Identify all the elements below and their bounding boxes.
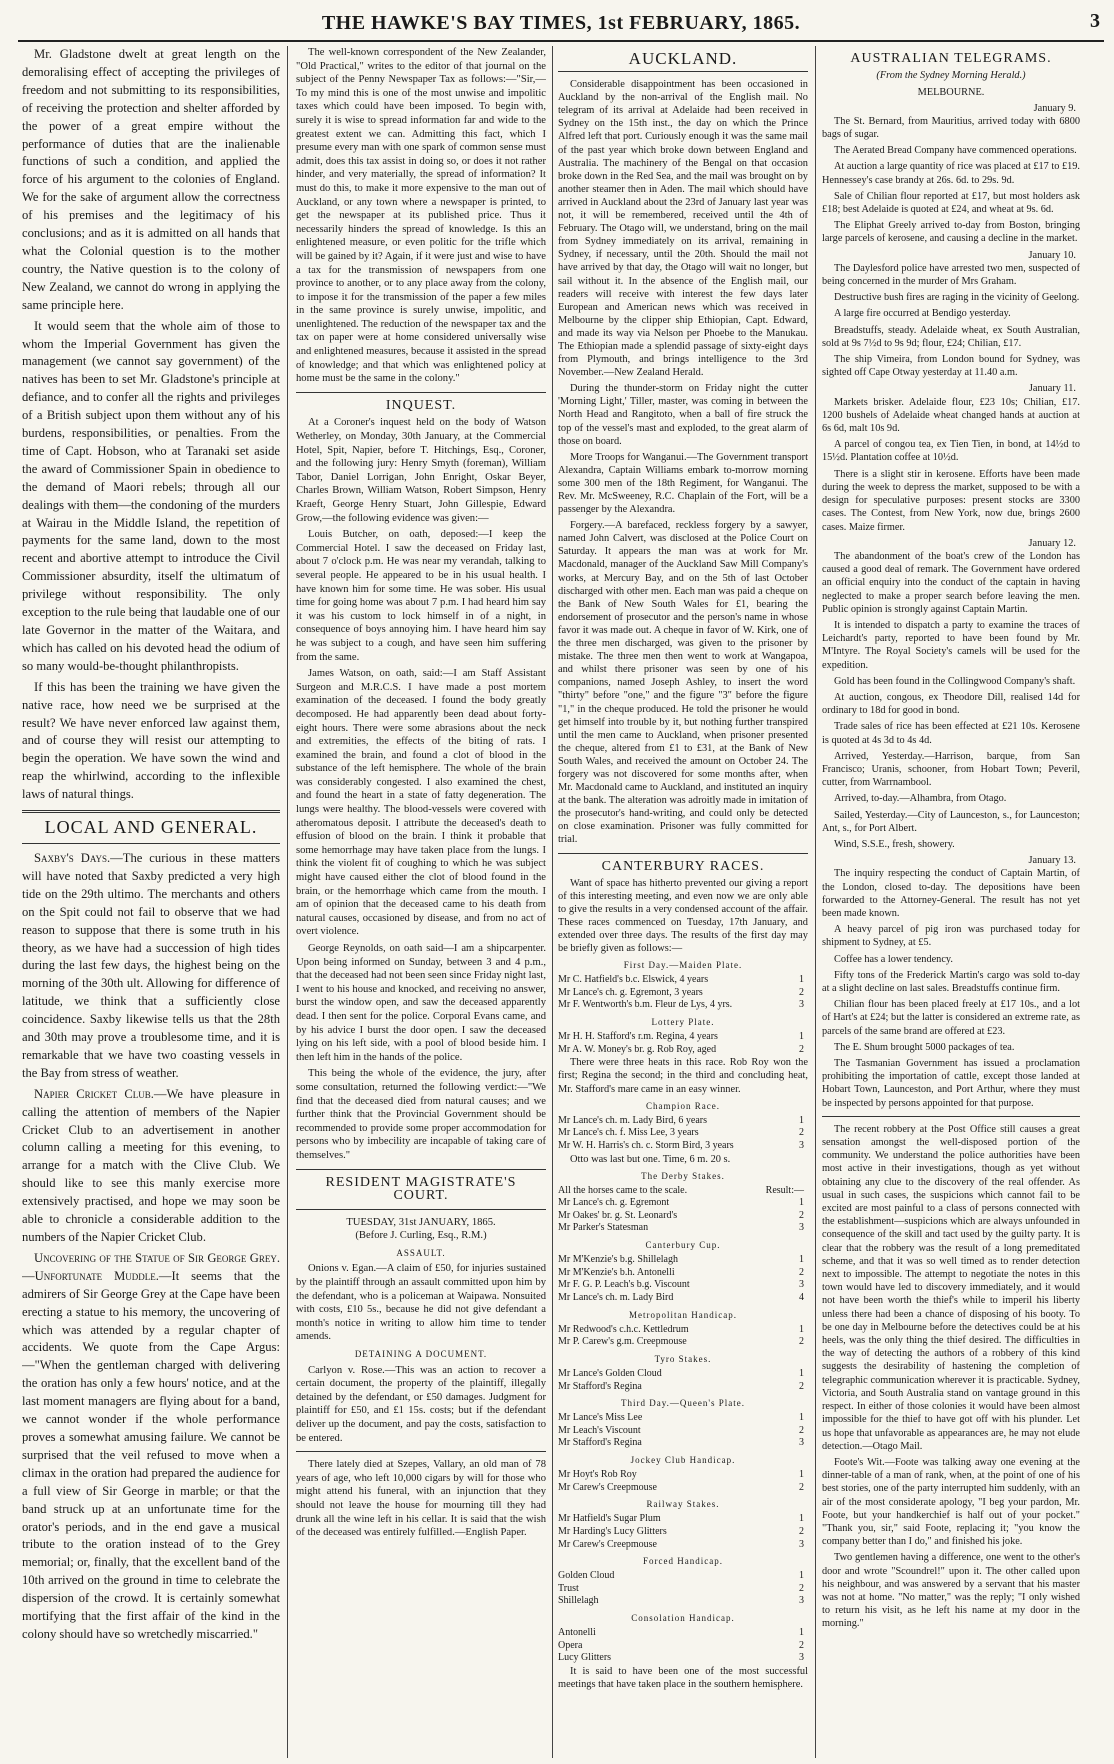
article-paragraph: Two gentlemen having a difference, one went to the other's door and wrote "Scoundrel!" upon it. The other called upon his neighbour, and was answered by a servant that his master was not at home. "No matter," was the reply; "I only wished to return his visit, as he left his name at my door in the morning." [822,1552,1080,1630]
race-placing: 4 [799,1291,804,1303]
section-divider [558,853,808,854]
race-placing: 2 [799,1336,804,1348]
telegram-item: Coffee has a lower tendency. [834,953,953,965]
race-title: Railway Stakes. [646,1499,720,1510]
item-title: Uncovering of the Statue of Sir George Grey.—Unfortunate Muddle. [22,1250,280,1283]
telegram-date: January 11. [1028,383,1076,395]
race-horse: Mr Harding's Lucy Glitters [558,1525,667,1537]
race-entry [558,1254,808,1267]
race-placing: Result:— [765,1184,804,1196]
race-horse: Mr Parker's Statesman [558,1222,649,1234]
race-placing: 1 [799,974,804,986]
column-3 [558,46,808,1758]
race-entry [558,1381,808,1394]
race-title: Metropolitan Handicap. [629,1309,737,1320]
race-horse: Mr Stafford's Regina [558,1380,642,1392]
dateline-city: MELBOURNE. [917,87,985,99]
race-entry [558,999,808,1012]
telegram-date: January 13. [1028,855,1076,867]
race-horse: Mr Carew's Creepmouse [558,1538,657,1550]
masthead [18,6,1104,42]
column-rule [287,46,288,1758]
telegram-item: A parcel of congou tea, ex Tien Tien, in bond, at 14½d to 15½d. Plantation coffee at 10½d. [822,439,1080,464]
race-placing: 2 [799,1380,804,1392]
race-placing: 2 [799,1043,804,1055]
telegram-item: The abandonment of the boat's crew of the London has caused a good deal of remark. The Government have ordered an official enquiry into the conduct of the captain in having neglected to make a proper search before leaving the men. Public opinion is strongly against Captain Martin. [822,550,1080,615]
race-placing: 3 [799,999,804,1011]
race-entry [558,1140,808,1153]
column-rule [815,46,816,1758]
race-horse: Mr F. G. P. Leach's b.g. Viscount [558,1279,690,1291]
race-entry [558,1595,808,1608]
telegram-item: Arrived, to-day.—Alhambra, from Otago. [834,793,1007,805]
telegram-item: Destructive bush fires are raging in the vicinity of Geelong. [834,292,1080,304]
race-horse: Mr Stafford's Regina [558,1437,642,1449]
race-placing: 1 [799,1254,804,1266]
section-divider [296,1451,546,1452]
article-paragraph: Mr. Gladstone dwelt at great length on the demoralising effect of accepting the privileges of freedom and not submitting to its responsibilities, of receiving the protection and shelter afforded by the power of a great empire without the performance of duties that are the inalienable functions of such a condition, and applied the force of his argument to the colonies of England. We for the sake of argument allow the correctness of his premises and the legitimacy of his conclusions; and as it is admitted on all hands that what the Colonial question is to the mother country, the Native question is to the colony of New Zealand, we cannot do wrong in applying the same principle here. [22,47,280,312]
telegram-item: A large fire occurred at Bendigo yesterday. [834,308,1011,320]
section-heading: AUCKLAND. [628,49,738,68]
race-placing: 1 [799,1469,804,1481]
race-horse: All the horses came to the scale. [558,1184,688,1196]
article-paragraph: Foote's Wit.—Foote was talking away one evening at the dinner-table of a man of rank, when, at the point of one of his best stories, one of the party interrupted him suddenly, with an air of the most considerate apology, "I beg your pardon, Mr. Foote, but your handkerchief is half out of your pocket." "Thank you, sir," said Foote, replacing it; "you know the company better than I do," and finished his joke. [822,1456,1080,1548]
race-horse: Mr A. W. Money's br. g. Rob Roy, aged [558,1043,717,1055]
telegram-item: The E. Shum brought 5000 packages of tea. [834,1041,1015,1053]
race-horse: Mr Oakes' br. g. St. Leonard's [558,1209,678,1221]
telegram-item: The inquiry respecting the conduct of Captain Martin, of the London, closed to-day. The depositions have been forwarded to the Attorney-General. The result has not yet been made known. [822,868,1080,919]
article-paragraph: If this has been the training we have given the native race, how need we be surprised at the result? We have never enforced law against them, and of course they will resist our attempting to begin the operation. We have sown the wind and reap the whirlwind, according to the inflexible laws of natural things. [22,679,280,802]
section-heading: CANTERBURY RACES. [601,858,765,874]
article-paragraph: The well-known correspondent of the New Zealander, "Old Practical," writes to the editor of that journal on the subject of the Penny Newspaper Tax as follows:—"Sir,—To my mind this is one of the most unwise and impolitic taxes which could have been imposed. To begin with, surely it is wise to spread information far and wide to the greatest extent we can. Admitting this fact, which I presume every man with one spark of common sense must admit, does this tax assist in doing so, or does it not rather hinder, and very materially, the spread of information? It must do this, to make it more expensive to the man out of Auckland, or any town where a newspaper is printed, to get the newspaper at its published price. Thus it necessarily hinders the spread of knowledge. Is this an enlightened measure, or even politic for the trifle which will be gained by it? Again, if it were just and wise to have a tax for the transmission of newspapers from one province to another, or to any place away from the colony, to impose it for the transmission of the paper a few miles in the same province is surely unwise, impolitic, and unenlightened. The reduction of the newspaper tax and the tax on paper were at home considered universally wise and enlightened measures, because it assisted in the spread of knowledge; and that which was enlightened policy at home must be the same in the colony." [296,47,546,385]
race-title: First Day.—Maiden Plate. [623,960,743,971]
article-paragraph: During the thunder-storm on Friday night the cutter 'Morning Light,' Tiller, master, was coming in between the North Head and Rangitoto, when a ball of fire struck the top of the vessel's mast and exploded, to the great alarm of those on board. [558,383,808,447]
telegram-item: Fifty tons of the Frederick Martin's cargo was sold to-day at a slight decline on last sales. Breadstuffs continue firm. [822,969,1080,994]
race-horse: Mr Lance's ch. f. Miss Lee, 3 years [558,1127,699,1139]
telegram-item: The ship Vimeira, from London bound for Sydney, was sighted off Cape Otway yesterday at 11.40 a.m. [822,354,1080,379]
race-placing: 1 [799,1412,804,1424]
race-horse: Mr M'Kenzie's b.g. Shillelagh [558,1254,678,1266]
telegram-item: Sale of Chilian flour reported at £17, but most holders ask £18; best Adelaide is quoted at £24, and wheat at 9s. 6d. [822,190,1080,216]
race-placing: 3 [799,1139,804,1151]
race-placing: 1 [799,1367,804,1379]
race-placing: 2 [799,1209,804,1221]
race-entry [558,987,808,1000]
telegram-item: Chilian flour has been placed freely at £17 10s., and a lot of Hart's at £24; but the latter is considered an extreme rate, as parcels of the same brand are offered at £23. [822,999,1080,1037]
race-placing: 1 [799,1570,804,1582]
court-case: Carlyon v. Rose.—This was an action to recover a certain document, the property of the plaintiff, illegally detained by the defendant, or £50 damages. Judgment for plaintiff for £50, and £1 15s. costs; but if the defendant deliver up the document, and pay the costs, satisfaction to be entered. [296,1364,546,1444]
article-paragraph: There lately died at Szepes, Vallary, an old man of 78 years of age, who left 10,000 cigars by will for those who might attend his funeral, with an injunction that they should not leave the house for mourning till they had drunk all the wine left in his cellar. It is said that the wish of the deceased was entirely fulfilled.—English Paper. [296,1459,546,1539]
race-horse: Mr Redwood's c.h.c. Kettledrum [558,1323,689,1335]
news-item [22,1250,280,1644]
race-entry [558,1437,808,1450]
item-title: Saxby's Days. [34,850,111,865]
race-results [558,959,808,1665]
telegram-item: It is intended to dispatch a party to examine the traces of Leichardt's party, reported to have been found by Mr. M'Intyre. The Royal Society's camels will be used for the expedition. [822,619,1080,671]
race-placing: 2 [799,1127,804,1139]
race-entry [558,1115,808,1128]
article-paragraph: More Troops for Wanganui.—The Government transport Alexandra, Captain Williams embark to-morrow morning some 300 men of the 18th Regiment, for Wanganui. The Rev. Mr. McSweeney, R.C. Chaplain of the Fort, will be a passenger by the Alexandra. [558,451,808,516]
race-placing: 2 [799,1266,804,1278]
section-divider [296,392,546,393]
race-entry [558,1627,808,1640]
telegram-item: The Daylesford police have arrested two men, suspected of being concerned in the murder of Mrs Graham. [822,262,1080,288]
race-horse: Antonelli [558,1627,596,1639]
race-entry [558,1185,808,1198]
race-placing: 1 [799,1627,804,1639]
race-entry [558,1526,808,1539]
race-entry [558,1482,808,1495]
race-title: Canterbury Cup. [645,1240,721,1251]
race-entry [558,1044,808,1057]
court-date: TUESDAY, 31st JANUARY, 1865. [346,1216,496,1228]
race-placing: 1 [799,1031,804,1043]
race-horse: Mr Lance's Miss Lee [558,1412,643,1424]
race-entry [558,1267,808,1280]
item-body: —We have pleasure in calling the attention of members of the Napier Cricket Club to an advertisement in another column calling a meeting for this evening, to arrange for a match with the Clive Club. We should like to see this manly exercise more extensively practised, and hope we may soon be able to chronicle a considerable addition to the numbers of the Napier Cricket Club. [22,1086,280,1244]
race-placing: 1 [799,1114,804,1126]
race-title: Lottery Plate. [651,1017,715,1028]
race-placing: 2 [799,1525,804,1537]
race-entry [558,1031,808,1044]
race-entry [558,1652,808,1665]
race-entry [558,1425,808,1438]
race-placing: 3 [799,1595,804,1607]
article-paragraph: George Reynolds, on oath said—I am a shipcarpenter. Upon being informed on Sunday, between 3 and 4 p.m., that the deceased had not been seen since Friday night last, I went to his house and knocked, and receiving no answer, burst the window open, and saw the deceased apparently dead. I then sent for the police. Corporal Evans came, and by his advice I burst the door open. I saw the deceased lying on his left side, with a pool of blood beside him. I then left him in the hands of the police. [296,943,546,1063]
race-placing: 2 [799,1481,804,1493]
race-title: Forced Handicap. [643,1556,723,1567]
court-magistrate: (Before J. Curling, Esq., R.M.) [355,1230,487,1242]
race-entry [558,1469,808,1482]
telegram-date: January 10. [1028,249,1076,261]
race-horse: Mr Lance's ch. m. Lady Bird, 6 years [558,1114,707,1126]
race-note: There were three heats in this race. Rob Roy won the first; Regina the second; in the third and concluding heat, Mr. Stafford's mare came in an easy winner. [558,1057,808,1095]
race-entry [558,1197,808,1210]
race-title: Consolation Handicap. [631,1613,735,1623]
race-entry [558,1279,808,1292]
telegram-item: At auction a large quantity of rice was placed at £17 to £19. Hennessey's case brandy at 26s. 6d. to 29s. 9d. [822,161,1080,186]
article-paragraph: Considerable disappointment has been occasioned in Auckland by the non-arrival of the English mail. No telegram of its arrival at Adelaide had been received in Sydney on the 15th inst., the day on which the Prince Alfred left that port. Curiously enough it was the same mail of the past year which broke down between England and Australia. The machinery of the Bengal on that occasion broke down in the Red Sea, and the mail was brought on by another steamer then in Aden. The mail which should have arrived in Auckland about the 23rd of January last year was not, it will be remembered, received until the 4th of February. The Otago will, we understand, bring on the mail from Sydney immediately on its arrival, remaining in Sydney, if necessary, until the 20th. Should the mail not have arrived by that day, the Otago will wait no longer, but sail without it. In the absence of the English mail, our readers will receive with interest the few days later European and American news which was received in Melbourne by the clipper ship Ethiopian, Capt. Edward, and made its way via Nelson per Phoebe to the Manukau. The Ethiopian made a splendid passage of sixty-eight days from Plymouth, and brings intelligence to the 3rd November.—New Zealand Herald. [558,79,808,379]
race-placing: 3 [799,1652,804,1664]
news-item [22,850,280,1083]
telegram-item: Gold has been found in the Collingwood Company's shaft. [834,675,1076,687]
section-divider [558,71,808,72]
telegram-item: Breadstuffs, steady. Adelaide wheat, ex South Australian, sold at 9s 7½d to 9s 9d; flour, £24; Chilian, £17. [822,324,1080,349]
race-entry [558,1292,808,1305]
telegram-source: (From the Sydney Morning Herald.) [876,70,1026,82]
race-placing: 2 [799,1582,804,1594]
race-entry [558,1412,808,1425]
article-paragraph: At a Coroner's inquest held on the body of Watson Wetherley, on Monday, 30th January, at the Commercial Hotel, Spit, Napier, before T. Hitchings, Esq., Coroner, and the following jury: Henry Smyth (foreman), William Tabor, Daniel Lorrigan, John Enright, Oskar Beyer, Charles Brown, William Watson, Robert Simpson, Henry Kraeft, George Henry Stuart, John Gillespie, Edward Grow,—the following evidence was given:— [296,417,546,524]
race-note: Otto was last but one. Time, 6 m. 20 s. [570,1153,731,1165]
race-placing: 2 [799,1639,804,1651]
race-entry [558,1336,808,1349]
telegram-item: Wind, S.S.E., fresh, showery. [834,838,955,850]
case-heading: DETAINING A DOCUMENT. [354,1349,488,1360]
telegram-date: January 12. [1028,537,1076,549]
section-heading: INQUEST. [385,397,457,413]
race-placing: 1 [799,1513,804,1525]
telegram-date: January 9. [1033,102,1076,114]
race-entry [558,1368,808,1381]
newspaper-title: THE HAWKE'S BAY TIMES, 1st FEBRUARY, 1865. [321,12,801,34]
race-entry [558,1570,808,1583]
column-1 [22,46,280,1758]
telegram-item: Trade sales of rice has been effected at £21 10s. Kerosene is quoted at 4s 3d to 4s 4d. [822,721,1080,746]
race-placing: 1 [799,1323,804,1335]
section-heading: LOCAL AND GENERAL. [44,817,258,838]
race-title: The Derby Stakes. [641,1170,725,1181]
race-horse: Mr H. H. Stafford's r.m. Regina, 4 years [558,1031,718,1043]
article-paragraph: Forgery.—A barefaced, reckless forgery by a sawyer, named John Calvert, was disclosed at the Police Court on Saturday. It appears the man was at work for Mr. Macdonald, manager of the Auckland Saw Mill Company's works, at Mercury Bay, and on the 5th of last October discharged with other men. Each man was paid a cheque on the Bank of New South Wales for £1, bearing the endorsement of prosecutor and the person's name in whose favor it was made out. A cheque in favor of W. Kirk, one of the three men discharged, was given to the prisoner by mistake. The three men then went to work at Wangapoa, and whilst there prisoner was seen by one of his companions, named Joseph Ashley, to insert the word "thirty" before "one," and the figure "3" before the figure "1," in the cheque produced. He told the prisoner he would get himself into trouble by it, but nothing further transpired until the men came to Auckland, when prisoner presented the cheque, altered from £1 to £31, at the Bank of New South Wales, and received the amount on October 24. The forgery was not discovered for some months after, when Mr. Macdonald came to Auckland, and instituted an inquiry at the bank. The alteration was adroitly made in imitation of the prosecutor's hand-writing, and could only be detected on close examination. Prisoner was fully committed for trial. [558,520,808,846]
race-horse: Mr Lance's ch. g. Egremont [558,1197,670,1209]
telegram-item: There is a slight stir in kerosene. Efforts have been made during the week to depress the market, supposed to be with a design for speculative purposes: present stocks are 3300 cases. The Contest, from New York, now due, brings 2600 cases. Maize firmer. [822,468,1080,533]
section-divider [22,810,280,813]
news-item [22,1086,280,1247]
item-title: Napier Cricket Club. [34,1086,154,1101]
race-horse: Opera [558,1639,583,1651]
item-body: —It seems that the admirers of Sir George Grey at the Cape have been erecting a statue to his memory, the uncovering of which was attended by a regular chapter of accidents. We quote from the Cape Argus:—"When the gentleman charged with delivering the oration has only a few hours' notice, and at the last moment managers are flying about for a band, we cannot wonder if the whole performance proves a somewhat amusing failure. We cannot be surprised that the veil refused to move when a climax in the oration had prepared the audience for a full view of Sir George in marble; or that the band struck up at an unfortunate time for the orator's periods, and in the end gave a musical tribute to the oration instead of to the Grey memorial; or, finally, that the excellent band of the 10th arrived on the ground in time to celebrate the dispersion of the crowd. It is certainly somewhat mortifying that the first affair of the kind in the colony should have so wretchedly miscarried." [22,1268,280,1641]
telegram-item: The Eliphat Greely arrived to-day from Boston, bringing large parcels of kerosene, and causing a decline in the market. [822,220,1080,245]
column-4 [822,46,1080,1758]
race-horse: Mr W. H. Harris's ch. c. Storm Bird, 3 years [558,1139,734,1151]
race-entry [558,1539,808,1552]
race-placing: 1 [799,1197,804,1209]
race-placing: 3 [799,1279,804,1291]
race-entry [558,1222,808,1235]
telegram-item: Arrived, Yesterday.—Harrison, barque, from San Francisco; Uranis, schooner, from Hobart Town; Peveril, cutter, from Warrnambool. [822,750,1080,789]
article-paragraph: The recent robbery at the Post Office still causes a great sensation amongst the well-disposed portion of the community. We understand the police authorities have been most active in their investigations, though as yet without obtaining any clue to the discovery of the real offender. As usual in such cases, the suspicions which cannot fail to be excited are most painful to a class of persons connected with the establishment—suspicions which are always unfounded in consequence of the skill and tact used by the guilty party. It is clear that the robbery was the result of a long premeditated scheme, and that it was so well timed as to render detection next to impossible. The attempt to negotiate the notes in this town would have led to discovery immediately, and it would not have been worth the thief's while to imperil his liberty unless there had been a chance of disposing of his booty. To be one day in Melbourne before the detectives could be at his heels, was the only thing the thief desired. The difficulties in the way of detecting the authors of a robbery of this kind suggests the desirability of hastening the completion of telegraphic communication wherever it is practicable. Sydney, Victoria, and South Australia stand on vantage ground in this respect. In either of those colonies it would have been almost impossible for the thief to have got off with his plunder. Let us hope that unfavorable as appearances are, he may not elude detection.—Otago Mail. [822,1123,1080,1452]
section-divider [296,1169,546,1170]
column-rule [552,46,553,1758]
telegram-item: The St. Bernard, from Mauritius, arrived today with 6800 bags of sugar. [822,115,1080,141]
section-divider [22,843,280,844]
telegram-item: At auction, congous, ex Theodore Dill, realised 14d for ordinary to 18d for good in bond. [822,691,1080,717]
section-divider [296,1209,546,1210]
race-placing: 3 [799,1538,804,1550]
race-entry [558,1324,808,1337]
item-body: —The curious in these matters will have noted that Saxby predicted a very high tide on the 29th ultimo. The merchants and others on the Spit could not fail to observe that we had reason to suppose that there is some truth in his theory, as we have had a succession of high tides during the last few days, the highest being on the morning of the 30th ult. Allowing for difference of latitude, we think that a sufficiently close coincidence. Saxby likewise tells us that the 28th and 30th may prove a troublesome time, and it is remarkable that we have two coasting vessels in the Bay from stress of weather. [22,850,280,1080]
race-horse: Lucy Glitters [558,1652,612,1664]
race-entry [558,1583,808,1596]
race-horse: Mr P. Carew's g.m. Creepmouse [558,1336,687,1348]
article-paragraph: James Watson, on oath, said:—I am Staff Assistant Surgeon and M.R.C.S. I have made a post mortem examination of the deceased. I found the body greatly decomposed. He had apparently been dead about forty-eight hours. There were some abrasions about the neck and extremities, the effects of the biting of rats. I examined the brain, and found a clot of blood in the substance of the left hemisphere. The whole of the brain was considerably congested. I also examined the chest, and found the heart in a state of fatty degeneration. The lungs were healthy. The blood-vessels were covered with atheromatous deposit. I attribute the deceased's death to effusion of blood on the brain. I think it probable that some hemorrhage may have taken place from the lungs. I think the violent fit of coughing to which he was subject might have caused either the clot of blood found in the brain, or the hemorrhage which came from the mouth. I am of opinion that the deceased came to his death from natural causes, occasioned by disease, and from no act of overt violence. [296,668,546,938]
article-paragraph: It would seem that the whole aim of those to whom the Imperial Government has given the management (we cannot say government) of the natives has been to set Mr. Gladstone's principle at defiance, and to confer all the rights and privileges of a British subject upon them without any of his burdens, responsibilities, or penalties. From the time of Capt. Hobson, who at Taranaki set aside the award of Commissioner Spain in obedience to the demand of Maori rebels; through all our dealings with them—the condoning of the murders at Wairau in the Middle Island, the repetition of payments for the same land, down to the most recent and abortive attempt to introduce the Civil Commissioner absurdity, itself the ultimatum of privilege without responsibility. The only exception to the rule being that laudable one of our late Governor in the matter of the Waitara, and which has called on his devoted head the odium of so many would-be-thought philanthropists. [22,318,280,673]
race-entry [558,1640,808,1653]
race-horse: Mr Hatfield's Sugar Plum [558,1513,661,1525]
race-horse: Trust [558,1582,579,1594]
race-title: Jockey Club Handicap. [630,1454,736,1465]
race-horse: Mr Hoyt's Rob Roy [558,1469,637,1481]
race-horse: Mr F. Wentworth's b.m. Fleur de Lys, 4 yrs. [558,999,733,1011]
race-entry [558,974,808,987]
telegram-item: The Aerated Bread Company have commenced operations. [834,145,1077,157]
race-entry [558,1127,808,1140]
telegram-item: A heavy parcel of pig iron was purchased today for shipment to Sydney, at £5. [822,924,1080,949]
page-number: 3 [1090,10,1100,32]
race-entry [558,1513,808,1526]
race-horse: Mr Lance's ch. m. Lady Bird [558,1291,674,1303]
race-horse: Mr Carew's Creepmouse [558,1481,657,1493]
race-placing: 3 [799,1222,804,1234]
race-horse: Golden Cloud [558,1570,615,1582]
race-horse: Mr M'Kenzie's b.h. Antonelli [558,1266,675,1278]
race-placing: 3 [799,1437,804,1449]
column-2 [296,46,546,1758]
article-paragraph: This being the whole of the evidence, the jury, after some consultation, returned the following verdict:—"We find that the deceased died from natural causes; and we further think that the Provincial Government should be recommended to provide some proper accommodation for persons who by imbecility are incapable of taking care of themselves." [296,1068,546,1161]
race-horse: Mr Lance's ch. g. Egremont, 3 years [558,986,703,998]
article-paragraph: Louis Butcher, on oath, deposed:—I keep the Commercial Hotel. I saw the deceased on Friday last, about 7 o'clock p.m. He was near my verandah, talking to several people. He appeared to be in his usual health. I have known him for some time. He was sober. His usual time for going home was about 7 p.m. I had heard him say it was his custom to lock himself in of a night, in consequence of boys annoying him. I have heard him say he was subject to a cough, and have seen him suffering from the same. [296,529,546,663]
race-horse: Mr Leach's Viscount [558,1424,641,1436]
case-heading: ASSAULT. [396,1247,446,1258]
race-title: Champion Race. [646,1100,720,1111]
article-paragraph: Want of space has hitherto prevented our giving a report of this interesting meeting, and even now we are only able to give the results in a very condensed account of the affair. These races commenced on Tuesday, 17th January, and extended over three days. The results of the first day may be briefly given as follows:— [558,877,808,955]
court-case: Onions v. Egan.—A claim of £50, for injuries sustained by the plaintiff through an assault committed upon him by the defendant, who is a policeman at Waipawa. Nonsuited with costs, £10 5s., because he did not give defendant a month's notice in writing to allow him time to tender amends. [296,1263,546,1343]
race-horse: Mr Lance's Golden Cloud [558,1367,662,1379]
section-heading: AUSTRALIAN TELEGRAMS. [850,51,1052,66]
section-divider [822,1116,1080,1117]
race-entry [558,1210,808,1223]
article-paragraph: It is said to have been one of the most successful meetings that have taken place in the southern hemisphere. [558,1665,808,1690]
race-title: Third Day.—Queen's Plate. [620,1398,745,1409]
telegram-item: Sailed, Yesterday.—City of Launceston, s., for Launceston; Ant, s., for Port Albert. [822,809,1080,834]
telegram-item: Markets brisker. Adelaide flour, £23 10s; Chilian, £17. 1200 bushels of Adelaide wheat changed hands at auction at 6s 6d, malt 10s 9d. [822,396,1080,435]
race-placing: 2 [799,986,804,998]
section-heading: RESIDENT MAGISTRATE'S COURT. [325,1174,517,1204]
race-horse: Mr C. Hatfield's b.c. Elswick, 4 years [558,974,709,986]
race-title: Tyro Stakes. [654,1353,712,1364]
race-horse: Shillelagh [558,1595,599,1607]
race-placing: 2 [799,1424,804,1436]
telegram-item: The Tasmanian Government has issued a proclamation prohibiting the importation of cattle, except those landed at Hobart Town, Launceston, and Port Arthur, where they must be inspected by persons appointed for that purpose. [822,1058,1080,1109]
